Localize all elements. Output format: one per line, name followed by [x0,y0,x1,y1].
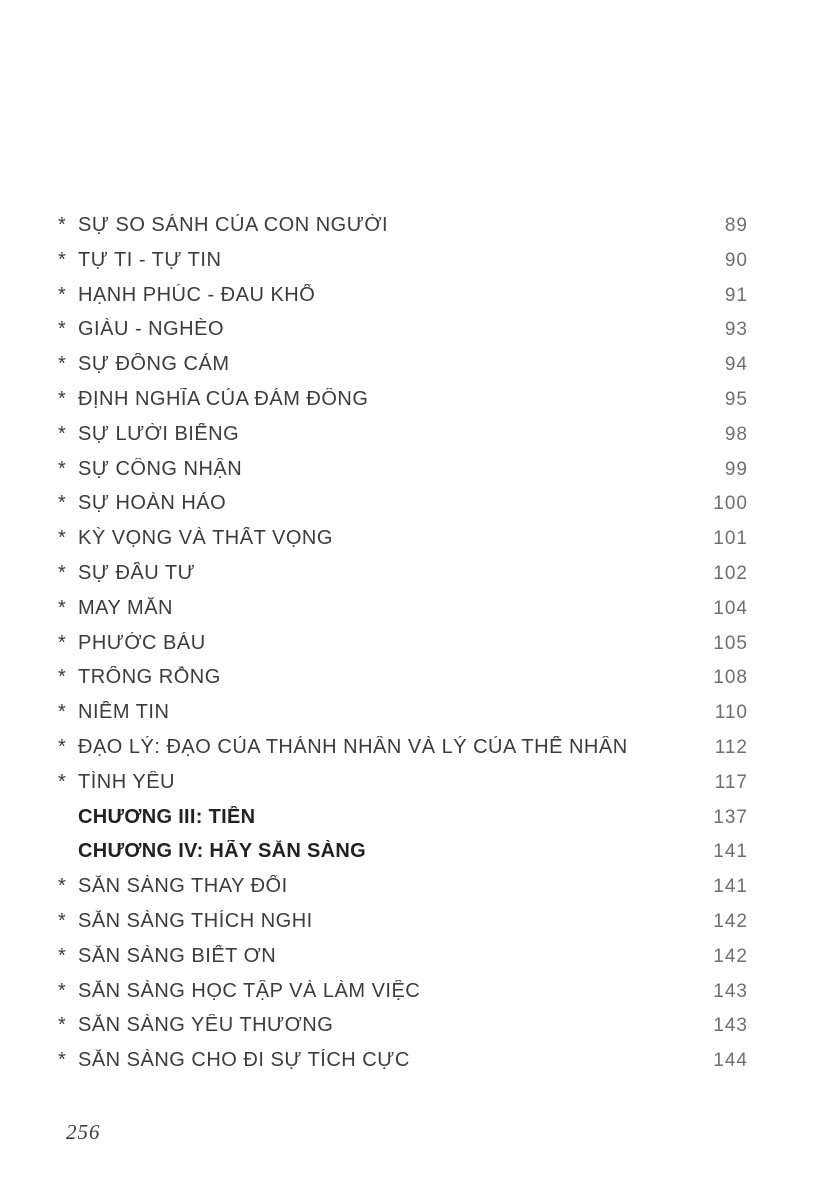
toc-bullet: * [58,909,67,932]
toc-row [58,527,748,562]
toc-bullet: * [58,666,67,689]
toc-row [58,492,748,527]
toc-entry-title: CHƯƠNG IV: HÃY SẴN SÀNG [78,840,366,863]
toc-bullet: * [58,1014,67,1037]
toc-entry-title: ĐẠO LÝ: ĐẠO CỦA THÁNH NHÂN VÀ LÝ CỦA THẾ NHÂN [78,735,628,758]
toc-entry-title: SẴN SÀNG YÊU THƯƠNG [78,1014,334,1037]
toc-row [58,1049,748,1084]
toc-entry-title: SỰ ĐỒNG CẢM [78,353,230,376]
toc-entry-title: SỰ ĐẦU TƯ [78,561,196,584]
toc-bullet: * [58,492,67,515]
toc-bullet: * [58,631,67,654]
toc-entry-page-number: 101 [713,528,748,550]
toc-entry-page-number: 90 [724,249,748,271]
toc-entry-title: SẴN SÀNG HỌC TẬP VÀ LÀM VIỆC [78,979,421,1002]
toc-row [58,771,748,806]
toc-entry-title: NIỀM TIN [78,701,170,724]
toc-entry-page-number: 99 [724,458,748,480]
toc-row [58,214,748,249]
toc-entry-page-number: 102 [713,562,748,584]
toc-bullet: * [58,701,67,724]
table-of-contents [58,214,748,1084]
toc-bullet: * [58,248,67,271]
toc-entry-page-number: 93 [724,319,748,341]
toc-entry-title: TRỐNG RỖNG [78,666,221,689]
toc-bullet: * [58,318,67,341]
toc-bullet: * [58,457,67,480]
toc-entry-page-number: 143 [713,980,748,1002]
toc-bullet: * [58,875,67,898]
toc-bullet: * [58,561,67,584]
toc-entry-page-number: 104 [713,597,748,619]
toc-entry-page-number: 117 [714,771,748,793]
toc-bullet: * [58,770,67,793]
toc-bullet: * [58,387,67,410]
toc-entry-title: SẴN SÀNG CHO ĐI SỰ TÍCH CỰC [78,1049,410,1072]
toc-entry-page-number: 144 [713,1050,748,1072]
toc-row [58,736,748,771]
toc-entry-title: PHƯỚC BÁU [78,631,206,654]
toc-row [58,980,748,1015]
toc-entry-page-number: 137 [713,806,748,828]
toc-entry-title: SỰ SO SÁNH CỦA CON NGƯỜI [78,214,389,236]
toc-bullet: * [58,735,67,758]
toc-bullet: * [58,422,67,445]
toc-row [58,875,748,910]
toc-entry-title: KỲ VỌNG VÀ THẤT VỌNG [78,527,333,550]
toc-row [58,666,748,701]
toc-entry-page-number: 141 [713,876,748,898]
toc-bullet: * [58,527,67,550]
toc-row [58,562,748,597]
toc-entry-page-number: 89 [724,215,748,236]
toc-entry-page-number: 108 [713,667,748,689]
toc-bullet: * [58,596,67,619]
toc-bullet: * [58,214,67,236]
toc-row [58,910,748,945]
toc-entry-page-number: 91 [724,284,748,306]
toc-bullet: * [58,283,67,306]
toc-entry-title: SẴN SÀNG THAY ĐỔI [78,875,288,898]
toc-row [58,840,748,875]
toc-entry-title: CHƯƠNG III: TIỀN [78,805,256,828]
toc-row [58,249,748,284]
toc-row [58,423,748,458]
toc-row [58,318,748,353]
toc-entry-page-number: 98 [724,423,748,445]
toc-row [58,701,748,736]
toc-entry-page-number: 142 [713,945,748,967]
toc-entry-title: ĐỊNH NGHĨA CỦA ĐÁM ĐÔNG [78,387,369,410]
toc-bullet: * [58,1049,67,1072]
toc-entry-page-number: 110 [714,702,748,724]
toc-entry-title: SẴN SÀNG THÍCH NGHI [78,909,313,932]
toc-entry-title: SỰ HOÀN HẢO [78,492,227,515]
toc-entry-page-number: 95 [724,388,748,410]
toc-row [58,1014,748,1049]
toc-row [58,806,748,841]
toc-entry-page-number: 143 [713,1015,748,1037]
toc-row [58,458,748,493]
toc-bullet: * [58,979,67,1002]
toc-entry-title: HẠNH PHÚC - ĐAU KHỔ [78,283,316,306]
toc-entry-page-number: 112 [714,736,748,758]
toc-row [58,597,748,632]
toc-bullet: * [58,944,67,967]
toc-entry-title: MAY MẮN [78,596,173,619]
toc-entry-page-number: 105 [713,632,748,654]
toc-row [58,945,748,980]
toc-row [58,284,748,319]
toc-row [58,388,748,423]
toc-entry-title: SỰ CÔNG NHẬN [78,457,243,480]
toc-row [58,632,748,667]
toc-row [58,353,748,388]
footer-page-number: 256 [66,1120,101,1144]
toc-entry-page-number: 94 [724,354,748,376]
toc-entry-page-number: 100 [713,493,748,515]
toc-entry-title: TỰ TI - TỰ TIN [78,248,222,271]
toc-bullet: * [58,353,67,376]
toc-entry-page-number: 141 [713,841,748,863]
toc-entry-title: SẴN SÀNG BIẾT ƠN [78,944,277,967]
toc-entry-page-number: 142 [713,910,748,932]
toc-entry-title: TÌNH YÊU [78,770,175,793]
toc-entry-title: SỰ LƯỜI BIẾNG [78,422,240,445]
toc-entry-title: GIÀU - NGHÈO [78,318,225,341]
